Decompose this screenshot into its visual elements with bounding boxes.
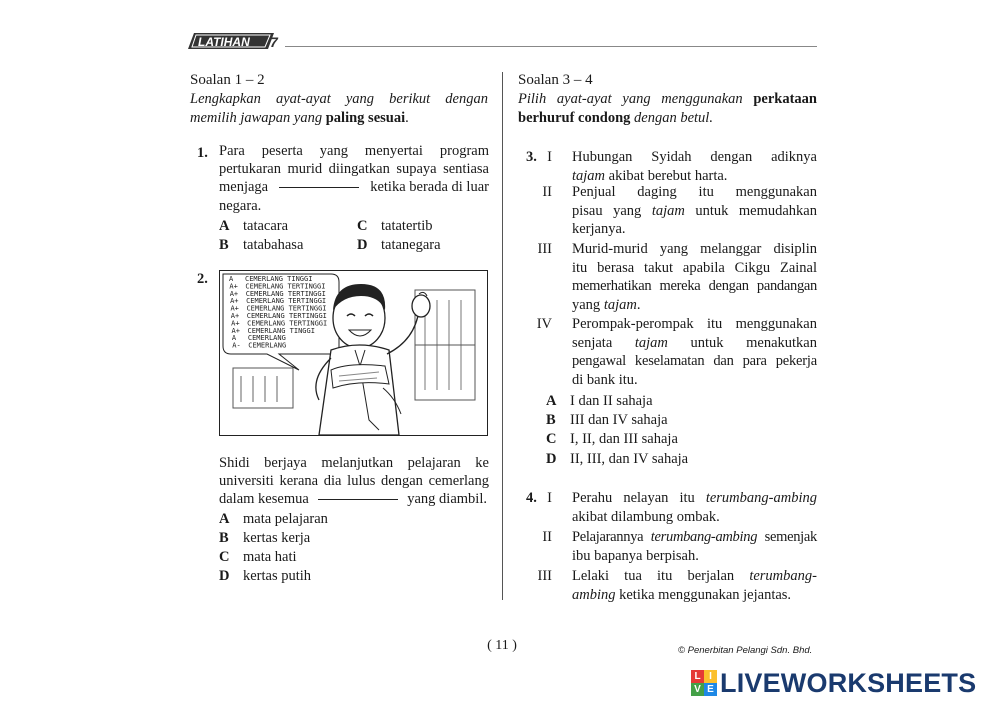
q4-item-i: I Perahu nelayan itu terumbang-ambing akibat dilambung ombak.	[547, 490, 817, 525]
slip-grade: A+	[230, 297, 239, 306]
q2-option-b[interactable]: B kertas kerja	[219, 530, 311, 546]
slip-grade: A	[229, 275, 234, 283]
q2-illustration	[219, 270, 488, 436]
slip-grade: A	[231, 334, 237, 343]
slip-grade: A+	[229, 282, 238, 291]
q2-option-a[interactable]: A mata pelajaran	[219, 511, 328, 527]
q2-answer-blank[interactable]	[318, 498, 398, 500]
left-instruction-line2: memilih jawapan yang paling sesuai.	[190, 110, 409, 126]
q1-option-b[interactable]: B tatabahasa	[219, 237, 304, 253]
q1-option-a[interactable]: A tatacara	[219, 218, 289, 234]
q1-line1: Para peserta yang menyertai program	[219, 143, 489, 159]
q3-item-iv: IV Perompak-perompak itu menggunakan senjata tajam untuk menakutkan pengawal keselamatan dan para pekerja di bank itu.	[536, 316, 817, 388]
slip-grade: A+	[231, 326, 240, 335]
latihan-badge	[188, 32, 280, 50]
slip-result: CEMERLANG TERTINGGI	[246, 312, 327, 320]
q3-item-ii: II Penjual daging itu menggunakan pisau yang tajam untuk memudahkan kerjanya.	[542, 184, 817, 237]
q1-answer-blank[interactable]	[279, 186, 359, 188]
q4-item-iii: III Lelaki tua itu berjalan terumbang- ambing ketika menggunakan jejantas.	[537, 568, 817, 603]
q1-line3: menjaga ketika berada di luar	[219, 179, 489, 195]
slip-result: CEMERLANG TERTINGGI	[246, 304, 327, 313]
slip-grade: A-	[232, 341, 241, 350]
slip-result: CEMERLANG TINGGI	[245, 275, 313, 283]
slip-result: CEMERLANG	[248, 341, 287, 350]
q1-line2: pertukaran murid diingatkan supaya sentiasa	[219, 161, 489, 177]
latihan-badge-label: LATIHAN	[198, 35, 250, 49]
q1-number: 1.	[197, 145, 208, 161]
q2-option-c[interactable]: C mata hati	[219, 549, 297, 565]
latihan-badge-number: 7	[270, 34, 278, 50]
slip-result: CEMERLANG	[247, 334, 286, 343]
slip-result: CEMERLANG TERTINGGI	[245, 289, 326, 298]
slip-result: CEMERLANG TERTINGGI	[245, 282, 326, 291]
q3-option-d[interactable]: D II, III, dan IV sahaja	[546, 451, 689, 467]
q3-option-a[interactable]: A I dan II sahaja	[546, 393, 653, 409]
slip-grade: A+	[230, 312, 240, 320]
liveworksheets-logo-icon: L I V E	[691, 670, 717, 696]
slip-grade: A+	[231, 319, 240, 328]
slip-result: CEMERLANG TINGGI	[247, 326, 315, 335]
left-instruction-line1: Lengkapkan ayat-ayat yang berikut dengan	[190, 91, 488, 107]
q2-line2: universiti kerana dia lulus dengan cemerlang	[219, 473, 489, 489]
q3-option-b[interactable]: B III dan IV sahaja	[546, 412, 668, 428]
q1-line4: negara.	[219, 198, 262, 214]
q2-line1: Shidi berjaya melanjutkan pelajaran ke	[219, 455, 489, 471]
header-rule	[285, 46, 817, 47]
q1-option-d[interactable]: D tatanegara	[357, 237, 441, 253]
q1-option-c[interactable]: C tatatertib	[357, 218, 433, 234]
right-heading: Soalan 3 – 4	[518, 72, 593, 88]
q2-line3: dalam kesemua yang diambil.	[219, 491, 487, 507]
left-heading: Soalan 1 – 2	[190, 72, 265, 88]
q4-item-ii: II Pelajarannya terumbang-ambing semenjak ibu bapanya berpisah.	[542, 529, 817, 564]
copyright: © Penerbitan Pelangi Sdn. Bhd.	[678, 645, 813, 656]
slip-result: CEMERLANG TERTINGGI	[247, 319, 328, 328]
q4-number: 4.	[526, 490, 537, 506]
slip-grade: A+	[229, 289, 239, 298]
right-instruction-line2: berhuruf condong dengan betul.	[518, 110, 713, 126]
q3-number: 3.	[526, 149, 537, 165]
page-number: ( 11 )	[487, 638, 517, 653]
liveworksheets-brand[interactable]: LIVEWORKSHEETS	[720, 668, 977, 698]
q3-item-i: I Hubungan Syidah dengan adiknya tajam akibat berebut harta.	[547, 149, 817, 184]
q3-item-iii: III Murid-murid yang melanggar disiplin itu berasa takut apabila Cikgu Zainal memerhatikan mereka dengan pandangan yang tajam.	[537, 241, 817, 313]
q3-option-c[interactable]: C I, II, dan III sahaja	[546, 431, 678, 447]
q2-number: 2.	[197, 271, 208, 287]
column-divider	[502, 72, 503, 600]
slip-result: CEMERLANG TERTINGGI	[246, 297, 327, 306]
slip-grade: A+	[230, 304, 239, 313]
q2-option-d[interactable]: D kertas putih	[219, 568, 312, 584]
right-instruction-line1: Pilih ayat-ayat yang menggunakan perkataan	[518, 91, 817, 107]
